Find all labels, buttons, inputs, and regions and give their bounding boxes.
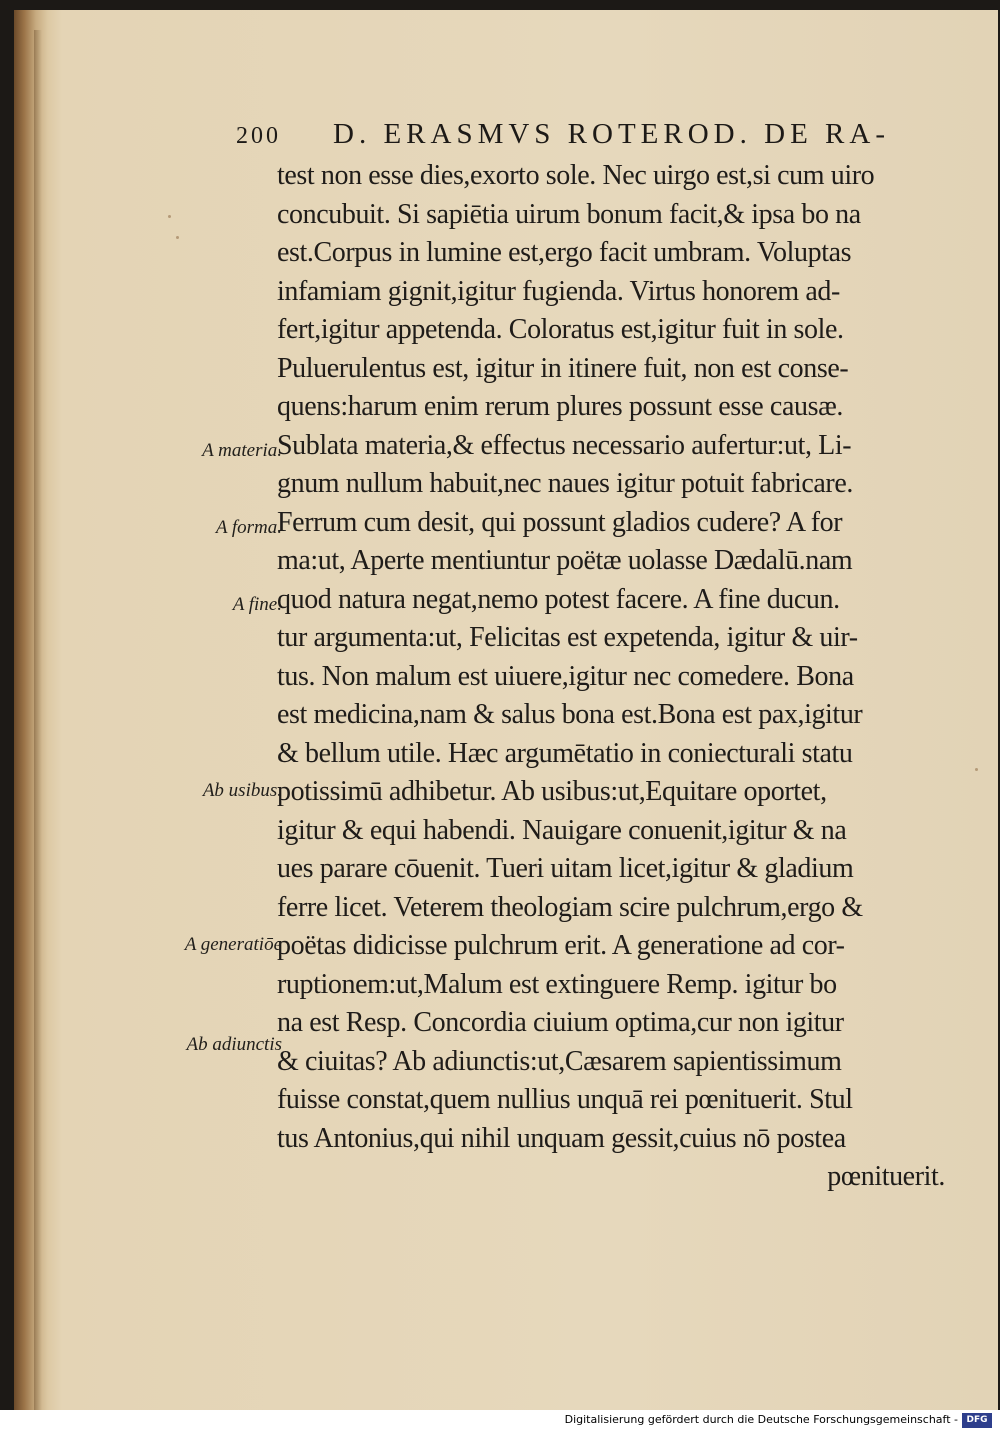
text-line: poëtas didicisse pulchrum erit. A generatione ad cor- xyxy=(277,930,845,961)
text-line: fuisse constat,quem nullius unquā rei pœnituerit. Stul xyxy=(277,1084,853,1115)
text-line: tus. Non malum est uiuere,igitur nec comedere. Bona xyxy=(277,660,854,692)
page-header xyxy=(236,118,936,162)
text-line: Sublata materia,& effectus necessario aufertur:ut, Li- xyxy=(277,429,852,461)
paper-speck xyxy=(176,236,179,239)
text-line: quod natura negat,nemo potest facere. A fine ducun. xyxy=(277,583,840,615)
paper-speck xyxy=(168,215,171,218)
page-number: 200 xyxy=(236,123,281,149)
paper-speck xyxy=(975,768,978,771)
margin-note-fine: A fine. xyxy=(232,594,282,615)
text-line: potissimū adhibetur. Ab usibus:ut,Equitare oportet, xyxy=(277,776,827,807)
text-line: concubuit. Si sapiētia uirum bonum facit,& ipsa bo na xyxy=(277,198,861,230)
margin-note-materia: A materia. xyxy=(202,440,282,461)
text-line: ruptionem:ut,Malum est extinguere Remp. igitur bo xyxy=(277,968,837,1000)
page-gutter-shadow xyxy=(34,30,42,1410)
margin-note-forma: A forma. xyxy=(215,517,282,538)
text-line: est.Corpus in lumine est,ergo facit umbram. Voluptas xyxy=(277,237,852,268)
text-line: test non esse dies,exorto sole. Nec uirgo est,si cum uiro xyxy=(277,160,875,191)
text-line: ma:ut, Aperte mentiuntur poëtæ uolasse Dædalū.nam xyxy=(277,545,853,576)
text-line: & ciuitas? Ab adiunctis:ut,Cæsarem sapientissimum xyxy=(277,1045,842,1077)
margin-note-usibus: Ab usibus. xyxy=(202,780,282,801)
text-line: Puluerulentus est, igitur in itinere fuit, non est conse- xyxy=(277,352,849,384)
text-line: ues parare cōuenit. Tueri uitam licet,igitur & gladium xyxy=(277,853,854,884)
text-line: na est Resp. Concordia ciuium optima,cur non igitur xyxy=(277,1007,844,1038)
margin-note-generatione: A generatiōe xyxy=(184,934,282,955)
text-line: ferre licet. Veterem theologiam scire pulchrum,ergo & xyxy=(277,891,863,923)
text-line: gnum nullum habuit,nec naues igitur potuit fabricare. xyxy=(277,468,853,499)
text-line: fert,igitur appetenda. Coloratus est,igitur fuit in sole. xyxy=(277,314,844,345)
text-line: igitur & equi habendi. Nauigare conuenit,igitur & na xyxy=(277,814,847,846)
text-line: Ferrum cum desit, qui possunt gladios cudere? A for xyxy=(277,506,843,538)
text-line: est medicina,nam & salus bona est.Bona est pax,igitur xyxy=(277,699,863,730)
margin-note-adiunctis: Ab adiunctis xyxy=(186,1034,282,1055)
digitization-credit: Digitalisierung gefördert durch die Deutsche Forschungsgemeinschaft - xyxy=(564,1413,958,1426)
body-text xyxy=(277,157,967,1197)
text-line: infamiam gignit,igitur fugienda. Virtus honorem ad- xyxy=(277,275,840,307)
text-line: & bellum utile. Hæc argumētatio in coniecturali statu xyxy=(277,737,853,769)
text-line-catchword: pœnituerit. xyxy=(827,1161,945,1192)
running-head: D. ERASMVS ROTEROD. DE RA- xyxy=(333,118,890,150)
text-line: tus Antonius,qui nihil unquam gessit,cuius nō postea xyxy=(277,1122,846,1154)
dfg-logo: DFG xyxy=(962,1413,992,1428)
text-line: tur argumenta:ut, Felicitas est expetenda, igitur & uir- xyxy=(277,622,858,653)
text-line: quens:harum enim rerum plures possunt esse causæ. xyxy=(277,391,843,422)
